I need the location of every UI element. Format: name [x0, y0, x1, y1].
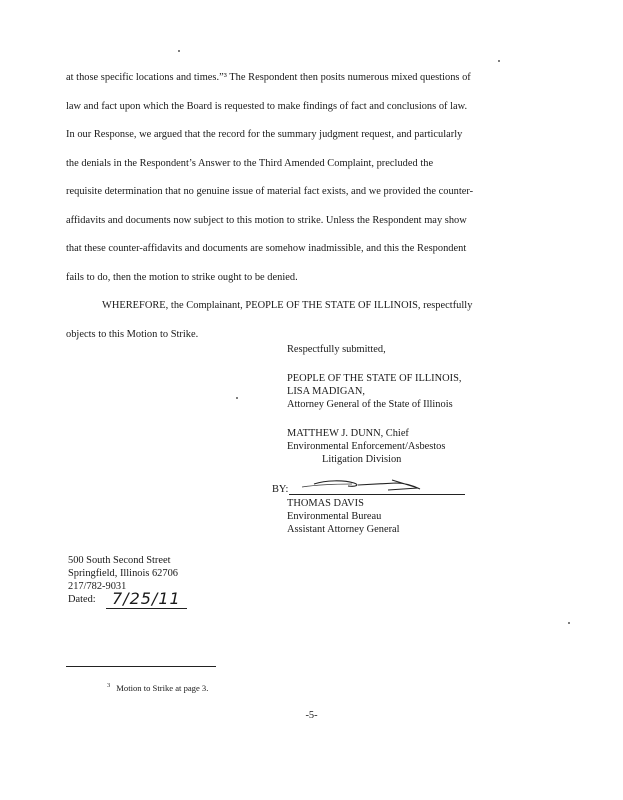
scan-speck: [236, 397, 238, 399]
body-line-3: In our Response, we argued that the record for the summary judgment request, and particularly: [66, 129, 463, 140]
chief-division-line-1: Environmental Enforcement/Asbestos: [287, 441, 446, 452]
footnote: [107, 682, 208, 693]
signature-line: [289, 494, 465, 495]
party-name: PEOPLE OF THE STATE OF ILLINOIS,: [287, 373, 462, 384]
footnote-marker: 3: [107, 682, 111, 689]
body-line-1: at those specific locations and times.”³ The Respondent then posits numerous mixed questions of: [66, 72, 471, 83]
address-city: Springfield, Illinois 62706: [68, 568, 178, 579]
chief-name: MATTHEW J. DUNN, Chief: [287, 428, 409, 439]
address-phone: 217/782-9031: [68, 581, 127, 592]
closing-text: Respectfully submitted,: [287, 344, 386, 355]
attorney-general-name: LISA MADIGAN,: [287, 386, 365, 397]
footnote-rule: [66, 666, 216, 667]
body-line-4: the denials in the Respondent’s Answer to the Third Amended Complaint, precluded the: [66, 158, 434, 169]
dated-value: 7/25/11: [106, 590, 187, 609]
wherefore-line: WHEREFORE, the Complainant, PEOPLE OF THE STATE OF ILLINOIS, respectfully: [102, 300, 473, 311]
address-street: 500 South Second Street: [68, 555, 171, 566]
scan-speck: [498, 60, 500, 62]
signer-name: THOMAS DAVIS: [287, 498, 364, 509]
handwritten-signature: [296, 474, 436, 496]
signer-bureau: Environmental Bureau: [287, 511, 382, 522]
scan-speck: [178, 50, 180, 52]
body-line-5: requisite determination that no genuine issue of material fact exists, and we provided the counter-: [66, 186, 474, 197]
by-label: BY:: [272, 484, 289, 495]
body-line-7: that these counter-affidavits and documents are somehow inadmissible, and this the Respondent: [66, 243, 467, 254]
signer-title: Assistant Attorney General: [287, 524, 400, 535]
attorney-general-title: Attorney General of the State of Illinois: [287, 399, 453, 410]
dated-label: Dated:: [68, 594, 96, 605]
body-line-6: affidavits and documents now subject to this motion to strike. Unless the Respondent may show: [66, 215, 467, 226]
page-number: -5-: [305, 710, 318, 721]
body-line-2: law and fact upon which the Board is requested to make findings of fact and conclusions of law.: [66, 101, 468, 112]
chief-division-line-2: Litigation Division: [322, 454, 402, 465]
body-line-10: objects to this Motion to Strike.: [66, 329, 199, 340]
scan-speck: [568, 622, 570, 624]
footnote-text: Motion to Strike at page 3.: [116, 682, 209, 693]
body-line-8: fails to do, then the motion to strike ought to be denied.: [66, 272, 298, 283]
